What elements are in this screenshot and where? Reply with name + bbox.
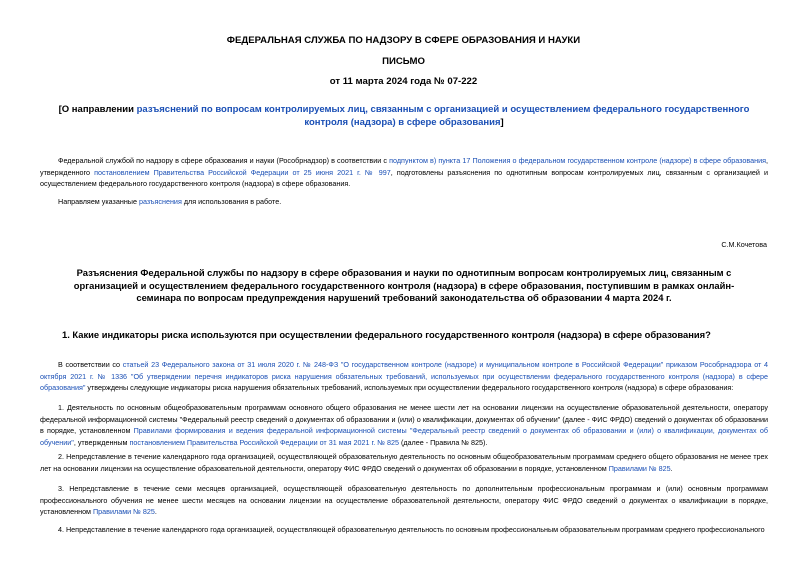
rules-frdo-link[interactable]: Правилами формирования и ведения федеральной информационной системы "Федеральный реестр сведений о документах об образовании и (или) о квалификации, документах об обучении" [40,426,768,447]
intro-paragraph-1 [40,155,768,190]
indicator-text: . [670,463,673,473]
indicator-text: . [154,507,157,517]
resolution-825-link[interactable]: постановлением Правительства Российской Федерации от 31 мая 2021 г. № 825 [129,437,399,447]
indicator-text: 2. Непредставление в течение календарного года организацией, осуществляющей образовательную деятельность по основным общеобразовательным программам среднего общего образования не менее трех лет на основании лицензии на осуществление образовательной деятельности, оператору ФИС ФРДО сведений о документах об образовании в порядке, установленном [40,452,768,473]
agency-title: ФЕДЕРАЛЬНАЯ СЛУЖБА ПО НАДЗОРУ В СФЕРЕ ОБРАЗОВАНИЯ И НАУКИ [226,35,581,46]
answer-text: В соответствии со [58,360,123,369]
subject-link[interactable]: разъяснений по вопросам контролируемых лиц, связанным с организацией и осуществлением федерального государственного контроля (надзора) в сфере образования [136,104,750,128]
subject-close: ] [500,117,504,128]
intro-text: , утвержденного [40,156,768,177]
intro-text: , подготовлены разъяснения по однотипным вопросам контролируемых лиц, связанным с организацией и осуществлением федерального государственного контроля (надзора) в сфере образования. [40,167,769,189]
indicator-3 [40,483,768,518]
question-1: 1. Какие индикаторы риска используются при осуществлении федерального государственного контроля (надзора) в сфере образования? [62,329,711,340]
doc-type: ПИСЬМО [382,56,425,67]
rules-825-link[interactable]: Правилами № 825 [93,507,155,517]
law-248-link[interactable]: статьей 23 Федерального закона от 31 июля 2020 г. № 248-ФЗ "О государственном контроле (надзоре) и муниципальном контроле в Российской Федерации" [122,360,664,369]
answer-intro [40,359,768,394]
explanations-link[interactable]: разъяснения [138,197,182,206]
indicator-text: , утвержденным [73,437,130,447]
intro-link-resolution[interactable]: постановлением Правительства Российской Федерации от 25 июня 2021 г. № 997 [94,167,391,177]
order-1336-link[interactable]: приказом Рособрнадзора от 4 октября 2021 г. № 1336 "Об утверждении перечня индикаторов риска нарушения обязательных требований, используемых при осуществлении федерального государственного контроля (надзора) в сфере образования" [40,360,769,393]
indicator-text: 1. Деятельность по основным общеобразовательным программам основного общего образования не менее шести лет на основании лицензии на осуществление образовательной деятельности, оператору федеральной информационной системы "Федеральный реестр сведений о документах об образовании и (или) о квалификации, документах об обучении" (далее - ФИС ФРДО) сведений о документах об образовании в порядке, установленном [40,403,768,436]
document-subject [40,103,768,129]
intro-text: Направляем указанные [58,197,139,206]
indicator-text: 3. Непредставление в течение семи месяцев организацией, осуществляющей образовательную деятельность по дополнительным профессиональным программам и (или) основным программам профессионального обучения не менее шести месяцев на основании лицензии на осуществление образовательной деятельности, оператору ФИС ФРДО сведений о документах о квалификации в порядке, установленном [40,484,768,517]
intro-paragraph-2 [40,196,768,208]
intro-text: для использования в работе. [181,197,282,206]
indicator-2 [40,451,768,474]
intro-text: Федеральной службой по надзору в сфере образования и науки (Рособрнадзор) в соответствии с [58,156,390,165]
rules-825-link[interactable]: Правилами № 825 [608,463,671,473]
indicator-4: 4. Непредставление в течение календарного года организацией, осуществляющей образовательную деятельность по основным профессиональным образовательным программам среднего профессионального [58,525,765,534]
indicator-1 [40,402,768,448]
explanation-title: Разъяснения Федеральной службы по надзору в сфере образования и науки по однотипным вопросам контролируемых лиц, связанным с организацией и осуществлением федерального государственного контроля (надзора) в сфере образования, поступившим в рамках онлайн-семинара по вопросам предупреждения нарушений требований законодательства об образовании 4 марта 2024 г. [73,267,735,304]
subject-open: [О направлении [58,104,137,115]
doc-date-number: от 11 марта 2024 года № 07-222 [329,76,478,87]
intro-link-subpoint[interactable]: подпунктом в) пункта 17 Положения о федеральном государственном контроле (надзоре) в сфере образования [389,156,766,165]
answer-text: утверждены следующие индикаторы риска нарушения обязательных требований, используемых при осуществлении федерального государственного контроля (надзора) в сфере образования: [85,383,734,393]
indicator-text: (далее - Правила № 825). [398,437,488,447]
signature: С.М.Кочетова [721,240,767,249]
